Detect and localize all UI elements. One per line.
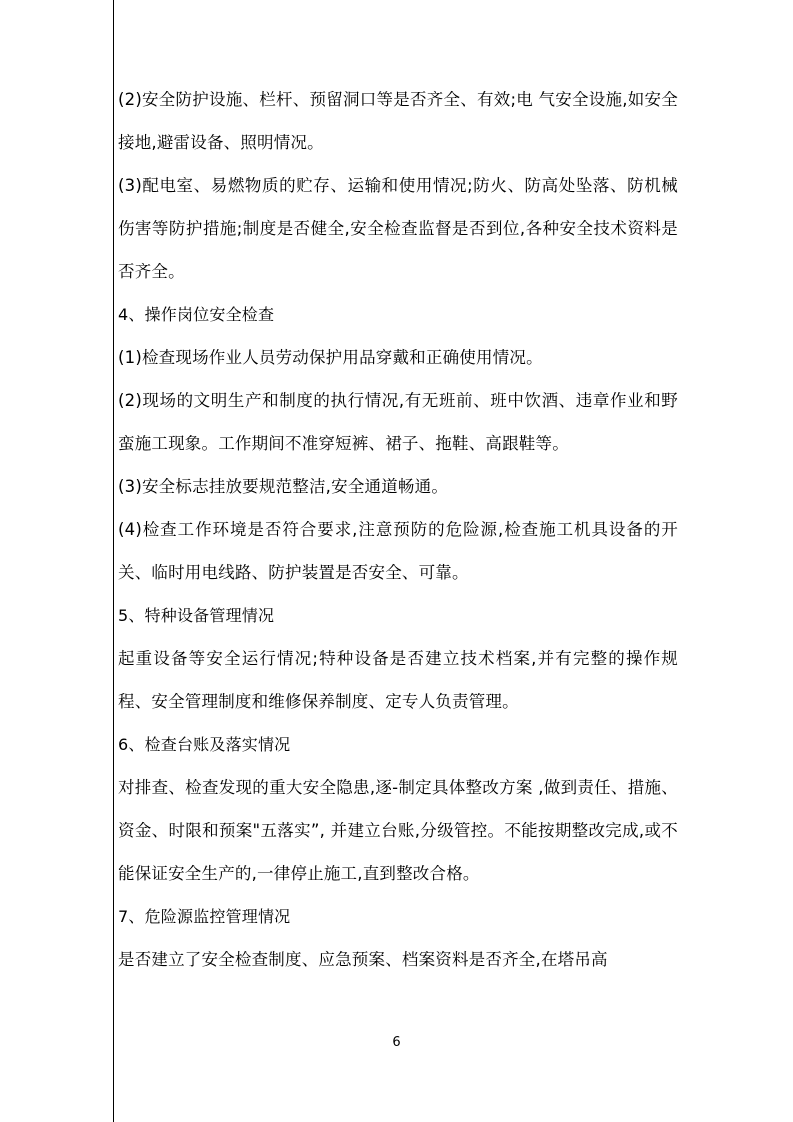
section-heading: 7、危险源监控管理情况 [118, 907, 291, 926]
paragraph: 起重设备等安全运行情况;特种设备是否建立技术档案,并有完整的操作规程、安全管理制度和维修保养制度、定专人负责管理。 [118, 649, 678, 711]
page-number: 6 [392, 1035, 401, 1050]
paragraph: (1)检查现场作业人员劳动保护用品穿戴和正确使用情况。 [118, 348, 543, 367]
section-heading: 5、特种设备管理情况 [118, 606, 275, 625]
section-heading: 4、操作岗位安全检查 [118, 305, 275, 324]
section-heading: 6、检查台账及落实情况 [118, 735, 291, 754]
paragraph: (3)配电室、易燃物质的贮存、运输和使用情况;防火、防高处坠落、防机械伤害等防护措施;制度是否健全,安全检查监督是否到位,各种安全技术资料是否齐全。 [118, 176, 678, 281]
paragraph: (2)安全防护设施、栏杆、预留洞口等是否齐全、有效;电 气安全设施,如安全接地,避雷设备、照明情况。 [118, 90, 678, 152]
page-left-rule [113, 0, 114, 1122]
paragraph: (2)现场的文明生产和制度的执行情况,有无班前、班中饮酒、违章作业和野蛮施工现象。工作期间不准穿短裤、裙子、拖鞋、高跟鞋等。 [118, 391, 678, 453]
paragraph: (3)安全标志挂放要规范整洁,安全通道畅通。 [118, 477, 449, 496]
paragraph: (4)检查工作环境是否符合要求,注意预防的危险源,检查施工机具设备的开关、临时用电线路、防护装置是否安全、可靠。 [118, 520, 678, 582]
document-body [118, 78, 678, 981]
paragraph: 是否建立了安全检查制度、应急预案、档案资料是否齐全,在塔吊高 [118, 950, 608, 969]
paragraph: 对排查、检查发现的重大安全隐患,逐-制定具体整改方案 ,做到责任、措施、资金、时限和预案"五落实”, 并建立台账,分级管控。不能按期整改完成,或不能保证安全生产的,一律停止施工,直到整改合格。 [118, 778, 678, 883]
